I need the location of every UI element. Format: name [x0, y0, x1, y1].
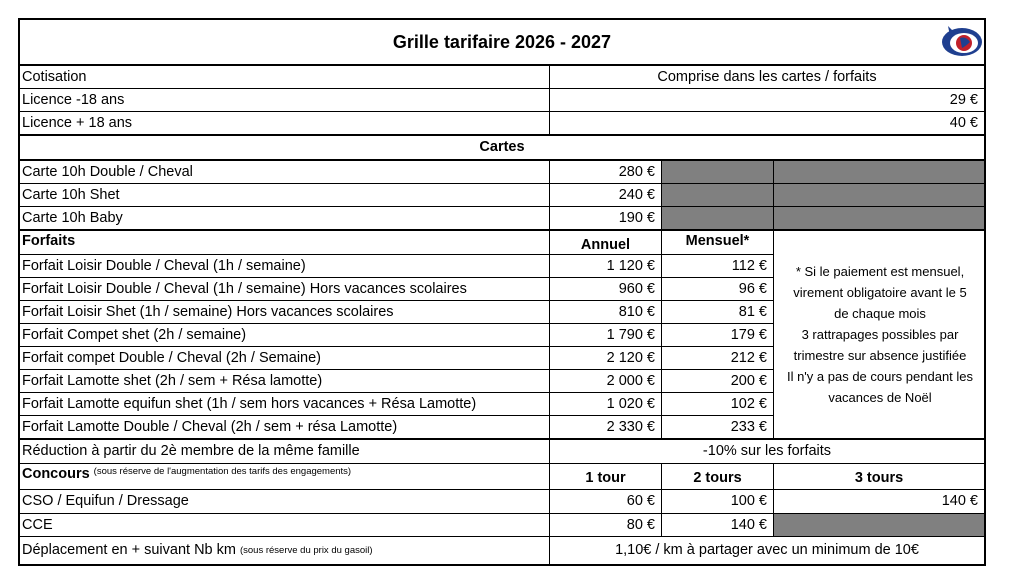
gray-cell — [774, 184, 984, 207]
page-title: Grille tarifaire 2026 - 2027 — [20, 20, 984, 66]
col-2-tours-header: 2 tours — [662, 464, 774, 490]
licence-under18-label: Licence -18 ans — [20, 89, 550, 112]
note-line: 3 rattrapages possibles par — [801, 327, 959, 342]
deplacement-value: 1,10€ / km à partager avec un minimum de 10€ — [615, 542, 919, 559]
concours-row-label: CSO / Equifun / Dressage — [20, 490, 550, 514]
forfait-row-label: Forfait Lamotte shet (2h / sem + Résa lamotte) — [20, 370, 550, 393]
concours-row-2-tours: 100 € — [662, 490, 774, 514]
forfait-row-label: Forfait compet Double / Cheval (2h / Semaine) — [20, 347, 550, 370]
forfait-row-annuel: 810 € — [550, 301, 662, 324]
note-line: * Si le paiement est mensuel, — [795, 264, 965, 279]
forfait-row-label: Forfait Lamotte Double / Cheval (2h / sem + résa Lamotte) — [20, 416, 550, 440]
forfait-row-annuel: 2 330 € — [550, 416, 662, 440]
reduction-label: Réduction à partir du 2è membre de la même famille — [20, 440, 550, 464]
col-annuel-header: Annuel — [550, 231, 662, 255]
note-line: Il n'y a pas de cours pendant les — [786, 369, 974, 384]
forfait-row-label: Forfait Loisir Shet (1h / semaine) Hors vacances scolaires — [20, 301, 550, 324]
forfait-row-annuel: 2 000 € — [550, 370, 662, 393]
concours-row-3-tours: 140 € — [774, 490, 984, 514]
forfait-row-mensuel: 112 € — [662, 255, 774, 278]
note-line: virement obligatoire avant le 5 — [793, 285, 967, 300]
gray-cell — [774, 207, 984, 231]
price-grid — [18, 18, 986, 566]
forfait-row-annuel: 1 020 € — [550, 393, 662, 416]
concours-header — [20, 464, 550, 490]
forfait-row-mensuel: 102 € — [662, 393, 774, 416]
forfait-row-label: Forfait Loisir Double / Cheval (1h / semaine) — [20, 255, 550, 278]
deplacement-note: (sous réserve du prix du gasoil) — [239, 544, 373, 556]
forfait-row-label: Forfait Loisir Double / Cheval (1h / semaine) Hors vacances scolaires — [20, 278, 550, 301]
forfait-row-mensuel: 200 € — [662, 370, 774, 393]
licence-over18-value: 40 € — [550, 112, 984, 136]
carte-row-label: Carte 10h Double / Cheval — [20, 161, 550, 184]
carte-row-label: Carte 10h Baby — [20, 207, 550, 231]
deplacement-title: Déplacement en + suivant Nb km — [22, 542, 236, 559]
cartes-header: Cartes — [20, 136, 984, 161]
carte-row-price: 240 € — [550, 184, 662, 207]
licence-over18-label: Licence + 18 ans — [20, 112, 550, 136]
col-1-tour-header: 1 tour — [550, 464, 662, 490]
forfait-row-mensuel: 212 € — [662, 347, 774, 370]
concours-title: Concours — [22, 466, 90, 482]
licence-under18-value: 29 € — [550, 89, 984, 112]
carte-row-price: 280 € — [550, 161, 662, 184]
col-mensuel-header: Mensuel* — [662, 231, 774, 255]
forfait-row-mensuel: 96 € — [662, 278, 774, 301]
carte-row-price: 190 € — [550, 207, 662, 231]
gray-cell — [774, 514, 984, 537]
deplacement-label — [20, 537, 550, 564]
forfait-row-annuel: 1 120 € — [550, 255, 662, 278]
forfaits-header: Forfaits — [20, 231, 550, 255]
note-line: de chaque mois — [834, 306, 926, 321]
gray-cell — [774, 161, 984, 184]
forfait-row-annuel: 2 120 € — [550, 347, 662, 370]
cotisation-value: Comprise dans les cartes / forfaits — [550, 66, 984, 89]
note-line: vacances de Noël — [828, 390, 932, 405]
carte-row-label: Carte 10h Shet — [20, 184, 550, 207]
gray-cell — [662, 207, 774, 231]
reduction-value: -10% sur les forfaits — [550, 440, 984, 464]
horse-head-logo-icon — [940, 24, 984, 58]
forfait-row-label: Forfait Compet shet (2h / semaine) — [20, 324, 550, 347]
gray-cell — [662, 184, 774, 207]
payment-note — [774, 231, 986, 440]
col-3-tours-header: 3 tours — [774, 464, 984, 490]
concours-note: (sous réserve de l'augmentation des tarifs des engagements) — [93, 466, 352, 477]
forfait-row-annuel: 1 790 € — [550, 324, 662, 347]
forfait-row-mensuel: 233 € — [662, 416, 774, 440]
forfait-row-mensuel: 179 € — [662, 324, 774, 347]
note-line: trimestre sur absence justifiée — [793, 348, 967, 363]
forfait-row-label: Forfait Lamotte equifun shet (1h / sem hors vacances + Résa Lamotte) — [20, 393, 550, 416]
forfait-row-mensuel: 81 € — [662, 301, 774, 324]
cotisation-label: Cotisation — [20, 66, 550, 89]
forfait-row-annuel: 960 € — [550, 278, 662, 301]
concours-row-1-tour: 60 € — [550, 490, 662, 514]
concours-row-1-tour: 80 € — [550, 514, 662, 537]
concours-row-2-tours: 140 € — [662, 514, 774, 537]
gray-cell — [662, 161, 774, 184]
concours-row-label: CCE — [20, 514, 550, 537]
